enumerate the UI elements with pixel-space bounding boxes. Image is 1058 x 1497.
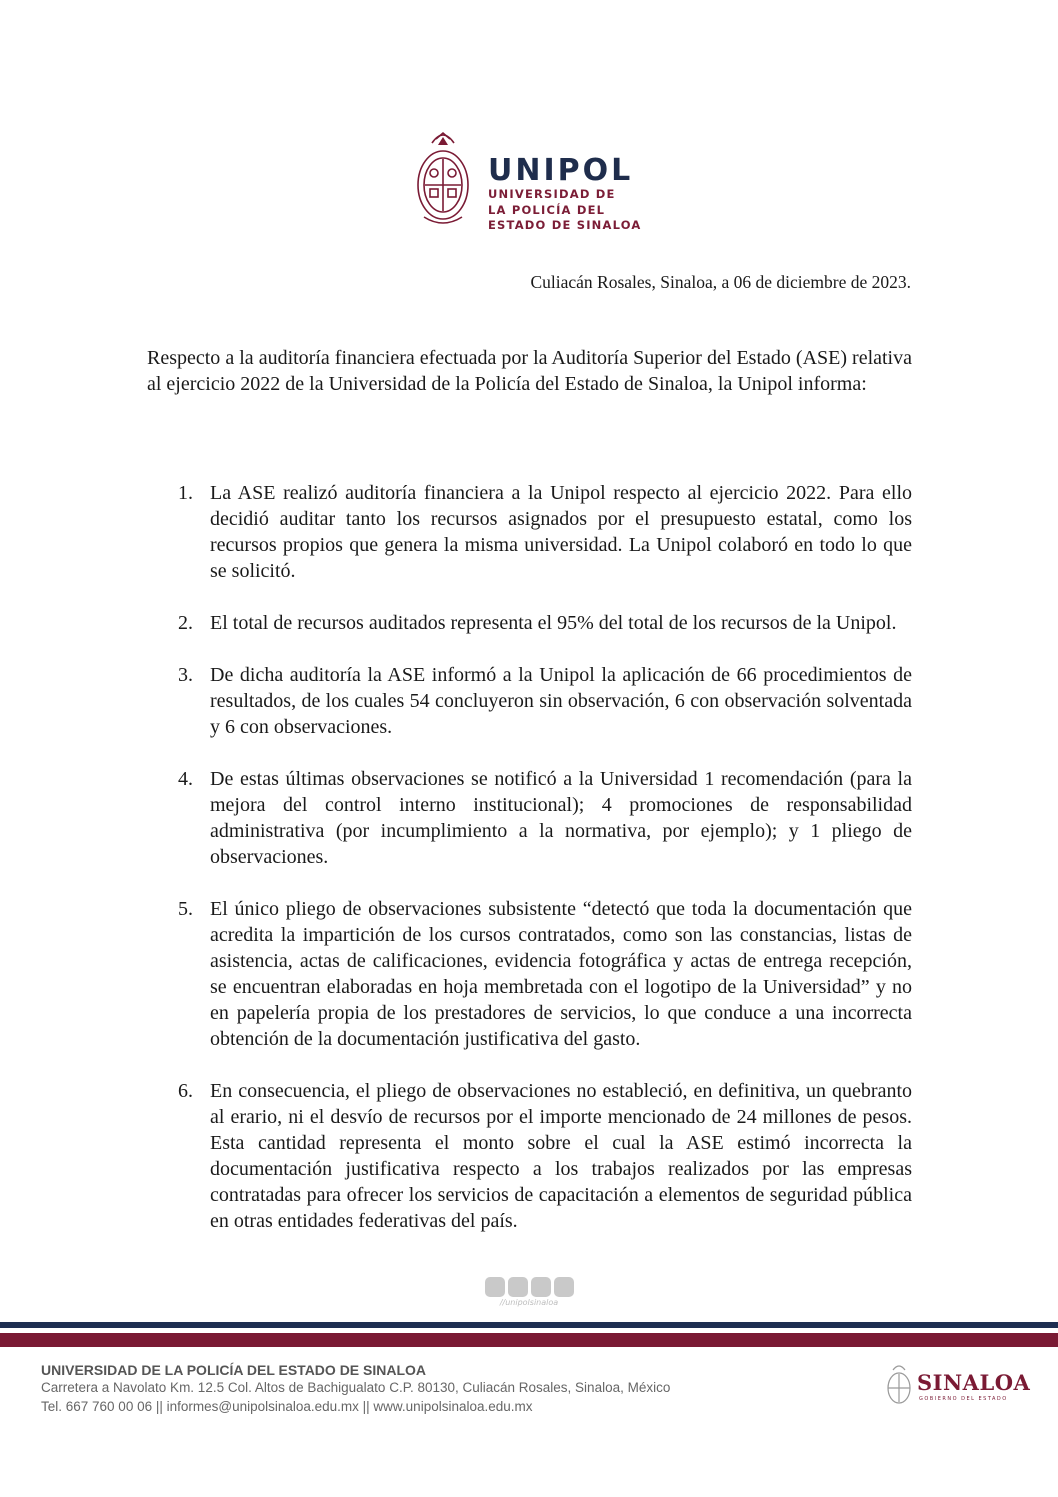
list-item <box>147 610 912 636</box>
unipol-logo <box>412 125 652 235</box>
findings-list <box>147 480 912 1260</box>
list-number: 3. <box>178 664 193 686</box>
footer-institution: UNIVERSIDAD DE LA POLICÍA DEL ESTADO DE SINALOA <box>41 1362 427 1378</box>
twitter-icon[interactable] <box>508 1277 528 1297</box>
list-item <box>147 1078 912 1234</box>
list-text: De estas últimas observaciones se notificó a la Universidad 1 recomendación (para la mejora del control interno institucional); 4 promociones de responsabilidad administrativa (por incumplimiento a la normativa, por ejemplo); y 1 pliego de observaciones. <box>210 768 912 868</box>
footer-divider-navy <box>0 1322 1058 1328</box>
brand-title: UNIPOL <box>488 153 634 188</box>
sinaloa-government-logo <box>885 1360 1031 1410</box>
list-number: 5. <box>178 898 193 920</box>
social-handle: //unipolsinaloa <box>499 1298 559 1307</box>
footer <box>41 1362 670 1416</box>
instagram-icon[interactable] <box>485 1277 505 1297</box>
social-links <box>479 1277 579 1307</box>
list-item <box>147 766 912 870</box>
list-item <box>147 662 912 740</box>
list-text: En consecuencia, el pliego de observaciones no estableció, en definitiva, un quebranto al erario, ni el desvío de recursos por el importe mencionado de 24 millones de pesos. Esta cantidad representa el monto sobre el cual la ASE estimó incorrecta la documentación justificativa respecto a los trabajos realizados por las empresas contratadas para ofrecer los servicios de capacitación a elementos de seguridad pública en otras entidades federativas del país. <box>210 1080 912 1232</box>
list-text: La ASE realizó auditoría financiera a la Unipol respecto al ejercicio 2022. Para ello decidió auditar tanto los recursos asignados por el presupuesto estatal, como los recursos propios que genera la misma universidad. La Unipol colaboró en todo lo que se solicitó. <box>210 482 912 582</box>
footer-divider-maroon <box>0 1333 1058 1347</box>
sinaloa-seal-icon <box>885 1362 913 1406</box>
tiktok-icon[interactable] <box>554 1277 574 1297</box>
facebook-icon[interactable] <box>531 1277 551 1297</box>
footer-contact: Tel. 667 760 00 06 || informes@unipolsinaloa.edu.mx || www.unipolsinaloa.edu.mx <box>41 1399 533 1414</box>
unipol-seal-icon <box>412 125 474 235</box>
date-line: Culiacán Rosales, Sinaloa, a 06 de diciembre de 2023. <box>530 272 911 292</box>
sinaloa-wordmark: SINALOA <box>917 1370 1031 1395</box>
list-item <box>147 896 912 1052</box>
intro-paragraph: Respecto a la auditoría financiera efectuada por la Auditoría Superior del Estado (ASE) relativa al ejercicio 2022 de la Universidad de la Policía del Estado de Sinaloa, la Unipol informa: <box>147 347 912 395</box>
footer-address: Carretera a Navolato Km. 12.5 Col. Altos de Bachigualato C.P. 80130, Culiacán Rosales, Sinaloa, México <box>41 1380 671 1395</box>
sinaloa-subtitle: GOBIERNO DEL ESTADO <box>919 1396 1008 1402</box>
list-text: El total de recursos auditados representa el 95% del total de los recursos de la Unipol. <box>210 612 897 634</box>
list-number: 6. <box>178 1080 193 1102</box>
brand-subtitle: UNIVERSIDAD DE LA POLICÍA DEL ESTADO DE SINALOA <box>488 187 642 232</box>
list-text: El único pliego de observaciones subsistente “detectó que toda la documentación que acredita la impartición de los cursos contratados, como son las constancias, listas de asistencia, actas de calificaciones, evidencia fotográfica y actas de entrega recepción, se encuentran elaboradas en hoja membretada con el logotipo de la Universidad” y no en papelería propia de los prestadores de servicios, lo que conduce a una incorrecta obtención de la documentación justificativa del gasto. <box>210 898 912 1050</box>
list-number: 4. <box>178 768 193 790</box>
list-number: 2. <box>178 612 193 634</box>
list-text: De dicha auditoría la ASE informó a la Unipol la aplicación de 66 procedimientos de resultados, de los cuales 54 concluyeron sin observación, 6 con observación solventada y 6 con observaciones. <box>210 664 912 738</box>
list-number: 1. <box>178 482 193 504</box>
list-item <box>147 480 912 584</box>
